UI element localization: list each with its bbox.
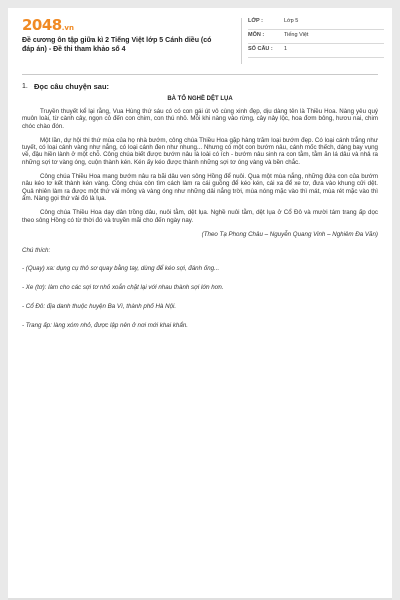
story-paragraph: Truyền thuyết kể lại rằng, Vua Hùng thứ sáu có có con gái út vô cùng xinh đẹp, dịu dàng tên là Thiều Hoa. Nàng yêu quý muôn loài, từ cành cây, ngọn cỏ đến con chim, con thú nhỏ. Mỗi khi nàng vào rừng, cây nảy lộc, hoa đơm bông, hươu nai, chim chóc chào đón.	[22, 108, 378, 130]
logo-suffix-text: .vn	[61, 24, 74, 32]
document-content	[22, 82, 378, 341]
note-item: - (Quay) xa: dụng cụ thô sơ quay bằng tay, dùng để kéo sợi, đánh ống...	[22, 264, 220, 272]
document-header	[8, 8, 392, 72]
question-prompt: Đọc câu chuyện sau:	[34, 82, 110, 91]
meta-value-question-count: 1	[284, 46, 288, 52]
note-item: - Xe (tơ): làm cho các sợi tơ nhỏ xoắn chặt lại với nhau thành sợi lớn hơn.	[22, 283, 224, 291]
meta-row-question-count	[248, 45, 384, 58]
logo-main-text: 2048	[22, 16, 62, 34]
story-source: (Theo Tạ Phong Châu – Nguyễn Quang Vinh – Nghiêm Đa Văn)	[201, 230, 378, 238]
question-heading	[22, 82, 378, 96]
meta-label-question-count: SỐ CÂU :	[248, 46, 273, 52]
site-logo[interactable]	[22, 17, 74, 36]
meta-label-class: LỚP :	[248, 18, 263, 24]
meta-row-class	[248, 17, 384, 30]
story-paragraph: Công chúa Thiều Hoa dạy dân trồng dâu, nuôi tằm, dệt lụa. Nghề nuôi tằm, dệt lụa ở Cổ Đô và mười tám trang ấp dọc theo sông Hồng có từ thời đó và truyền mãi cho đến ngày nay.	[22, 209, 378, 224]
note-item: - Trang ấp: làng xóm nhỏ, được lập nên ở nơi mới khai khẩn.	[22, 321, 188, 329]
notes-heading: Chú thích:	[22, 246, 51, 254]
story-paragraph: Công chúa Thiều Hoa mang bướm nâu ra bãi dâu ven sông Hồng để nuôi. Qua một mùa nắng, những đứa con của bướm nâu kéo tơ kết thành kén vàng. Công chúa còn tìm cách làm ra cái guồng để kéo kén, cái xa để xe tơ, đưa vào khung cửi dệt. Quả nhiên làm ra được một thứ vải mỏng và vàng óng như những dải nắng trời, mùa nóng mặc vào thì mát, mùa rét mặc vào thì ấm. Nàng gọi thứ vải đó là lụa.	[22, 173, 378, 202]
document-page	[8, 8, 392, 600]
meta-value-class: Lớp 5	[284, 18, 299, 24]
question-number: 1.	[22, 83, 28, 90]
document-title: Đề cương ôn tập giữa kì 2 Tiếng Việt lớp 5 Cánh diều (có đáp án) - Đề thi tham khảo số 4	[22, 37, 212, 53]
note-item: - Cổ Đô: địa danh thuộc huyện Ba Vì, thành phố Hà Nội.	[22, 302, 177, 310]
meta-value-subject: Tiếng Việt	[284, 32, 309, 38]
story-title: BÀ TỔ NGHỀ DỆT LỤA	[167, 96, 233, 102]
header-divider	[22, 74, 378, 75]
story-paragraph: Một lần, dự hội thi thứ mùa của họ nhà bướm, công chúa Thiều Hoa gặp hàng trăm loại bướm đẹp. Có loại cánh trắng như tuyết, có loại cánh vàng như nắng, có loại cánh đen như nhung... Nhưng có một con bướm nâu, cánh mốc thếch, dáng bay vụng về, đậu hiền lành ở một chỗ. Công chúa biết được bướm nâu là loài có ích - bướm nâu sinh ra con tằm, tằm ăn lá dâu và nhả ra những sợi tơ vàng óng, cuộn thành kén. Kén ấy kéo được thành những sợi tơ óng vàng và bền chắc.	[22, 136, 378, 166]
meta-label-subject: MÔN :	[248, 32, 265, 38]
meta-row-subject	[248, 31, 384, 44]
meta-divider	[241, 18, 242, 64]
